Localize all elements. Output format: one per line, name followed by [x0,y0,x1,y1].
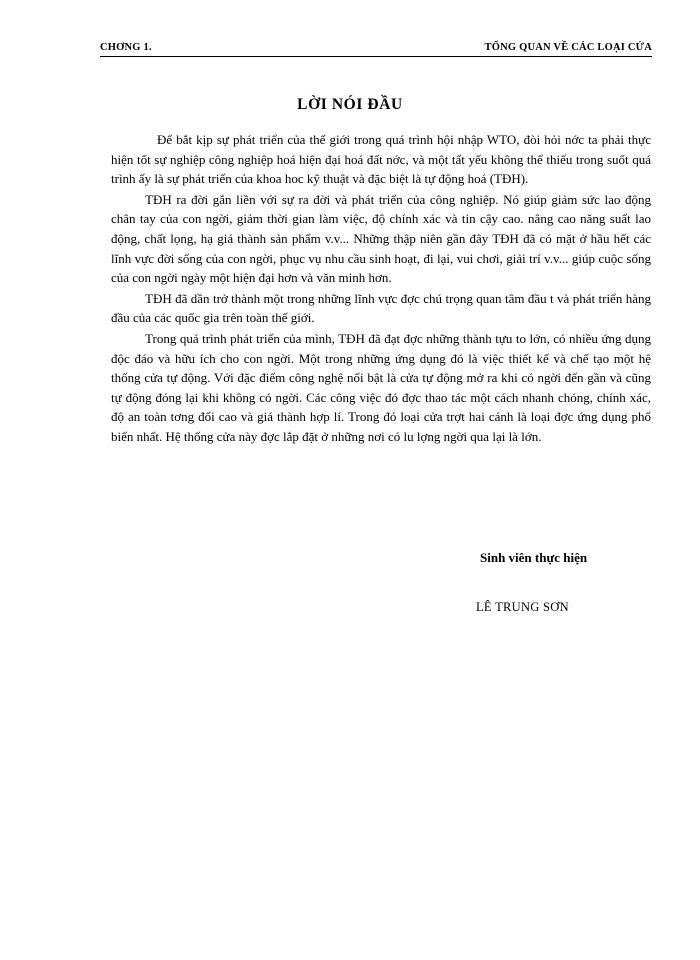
paragraph-2: TĐH ra đời gắn liền với sự ra đời và phát triển của công nghiệp. Nó giúp giảm sức lao động chân tay của con ngời, giảm thời gian làm việc, độ chính xác và tin cậy cao. nâng cao năng suất lao động, chất lọng, hạ giá thành sản phẩm v.v... Những thập niên gần đây TĐH đã có mặt ở hầu hết các lĩnh vực đời sống của con ngời, phục vụ nhu cầu sinh hoạt, đi lại, vui chơi, giải trí v.v... giúp cuộc sống của con ngời ngày một hiện đại hơn và văn minh hơn. [111,191,651,286]
chapter-title: TỔNG QUAN VỀ CÁC LOẠI CỬA [484,42,652,53]
paragraph-3: TĐH đã dần trở thành một trong những lĩnh vực đợc chú trọng quan tâm đầu t và phát triển hàng đầu của các quốc gia trên toàn thế giới. [111,290,651,326]
signature-name: LÊ TRUNG SƠN [476,600,569,614]
body-text [111,130,651,448]
paragraph-4: Trong quá trình phát triển của mình, TĐH đã đạt đợc những thành tựu to lớn, có nhiều ứng dụng độc đáo và hữu ích cho con ngời. Một trong những ứng dụng đó là việc thiết kế và chế tạo một hệ thống cửa tự động. Với đặc điểm công nghệ nổi bật là cửa tự động mở ra khi có ngời đến gần và cũng tự động đóng lại khi không có ngời. Các công việc đó đợc thao tác một cách nhanh chóng, chính xác, độ an toàn tơng đối cao và giá thành hợp lí. Trong đó loại cửa trợt hai cánh là loại đợc ứng dụng phổ biến nhất. Hệ thống cửa này đợc lắp đặt ở những nơi có lu lợng ngời qua lại là lớn. [111,330,651,444]
signature-role: Sinh viên thực hiện [480,550,588,565]
paragraph-1: Để bắt kịp sự phát triển của thế giới trong quá trình hội nhập WTO, đòi hỏi nớc ta phải thực hiện tốt sự nghiệp công nghiệp hoá hiện đại hoá đất nớc, và một tất yếu không thể thiếu trong suốt quá trình ấy là sự phát triển của khoa hoc kỹ thuật và đặc biệt là tự động hoá (TĐH). [111,132,651,187]
page-title: LỜI NÓI ĐẦU [297,96,403,113]
running-header [100,42,652,57]
chapter-label: CHƠNG 1. [100,42,152,53]
